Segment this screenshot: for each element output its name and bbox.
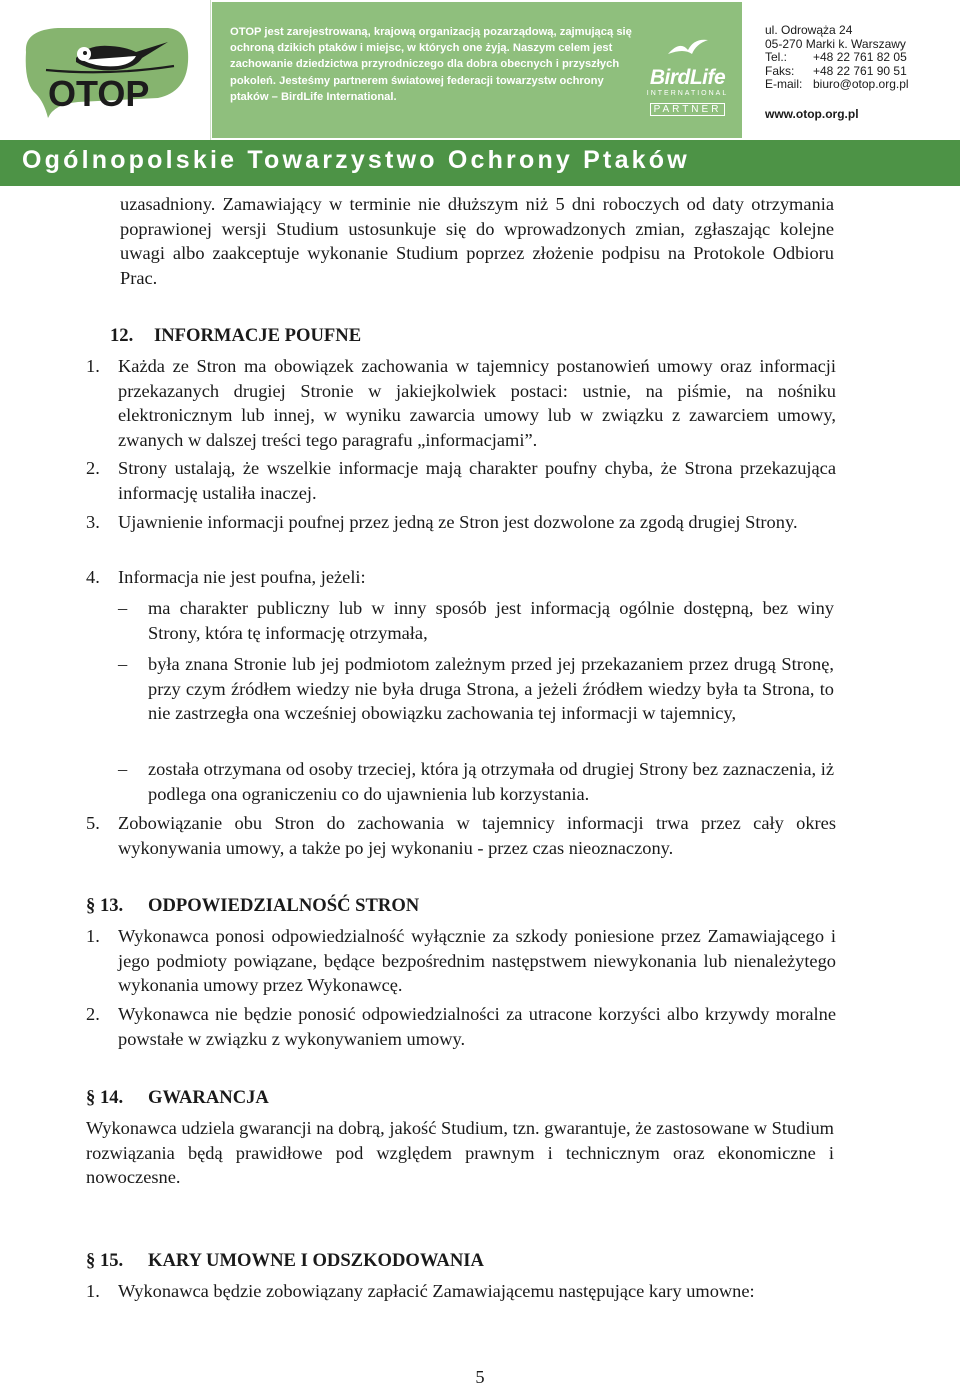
email-label: E-mail: — [765, 77, 803, 92]
birdlife-partner-label: PARTNER — [650, 103, 726, 116]
list-item-number: 2. — [86, 1004, 100, 1024]
fax-value: +48 22 761 90 51 — [813, 63, 907, 78]
list-item-number: 4. — [86, 567, 100, 587]
website-link[interactable]: www.otop.org.pl — [765, 107, 859, 121]
intro-paragraph: uzasadniony. Zamawiający w terminie nie dłuższym niż 5 dni roboczych od daty otrzymania poprawionej wersji Studium ustosunkuje się do wprowadzonych zmian, zgłaszając kolejne uwagi albo zaakceptuje wykonanie Studium poprzez złożenie podpisu na Protokole Odbioru Prac. — [120, 194, 834, 288]
list-item-text: Wykonawca będzie zobowiązany zapłacić Zamawiającemu następujące kary umowne: — [118, 1281, 755, 1301]
list-item-text: Wykonawca ponosi odpowiedzialność wyłącznie za szkody poniesione przez Zamawiającego i jego podmioty powiązane, będące bezpośrednim następstwem niewykonania lub nienależytego wykonania umowy przez Wykonawcę. — [118, 926, 836, 996]
tel-value: +48 22 761 82 05 — [813, 50, 907, 65]
list-item-number: 3. — [86, 512, 100, 532]
section-14-heading — [86, 1086, 269, 1111]
letterhead — [0, 0, 960, 186]
flying-bird-icon — [666, 36, 710, 62]
list-item-text: Strony ustalają, że wszelkie informacje mają charakter poufny chyba, że Strona przekazująca informację ustaliła inaczej. — [118, 458, 836, 503]
dash-list-text: została otrzymana od osoby trzeciej, która ją otrzymała od drugiej Strony bez zaznaczenia, iż podlega ona ograniczeniu co do ujawnienia lub korzystania. — [148, 759, 834, 804]
logo-text: OTOP — [48, 73, 150, 114]
email-value: biuro@otop.org.pl — [813, 77, 909, 92]
list-item-text: Wykonawca nie będzie ponosić odpowiedzialności za utracone korzyści albo krzywdy moralne powstałe w związku z wykonywaniem umowy. — [118, 1004, 836, 1049]
section-12-title: INFORMACJE POUFNE — [154, 325, 362, 346]
dash-bullet-icon: – — [118, 654, 128, 674]
birdlife-name: BirdLife — [649, 66, 726, 89]
organization-info-panel — [212, 2, 742, 138]
section-13-heading — [86, 894, 419, 919]
contact-panel — [744, 0, 960, 140]
section-14-paragraph: Wykonawca udziela gwarancji na dobrą, jakość Studium, tzn. gwarantuje, że zastosowane w Studium rozwiązania będą prawidłowe pod względem prawnym i technicznym oraz ekonomiczne i nowoczesne. — [86, 1118, 834, 1188]
tel-label: Tel.: — [765, 50, 788, 65]
section-12-heading — [86, 324, 361, 349]
birdlife-international: INTERNATIONAL — [646, 90, 729, 97]
section-12-number: 12. — [110, 325, 134, 346]
organization-description: OTOP jest zarejestrowaną, krajową organizacją pozarządową, zajmującą się ochroną dzikich ptaków i miejsc, w których one żyją. Naszym celem jest zachowanie dziedzictwa przyrodniczego dla dobra obecnych i przyszłych pokoleń. Jesteśmy partnerem światowej federacji towarzystw ochrony ptaków – BirdLife International. — [230, 26, 632, 103]
list-item-number: 2. — [86, 458, 100, 478]
list-item-number: 1. — [86, 926, 100, 946]
dash-list-text: była znana Stronie lub jej podmiotom zależnym przed jej przekazaniem przez drugą Stronę, przy czym źródłem wiedzy nie była druga Strona, a jeżeli źródłem wiedzy była ta Strona, to nie zastrzegła ona wcześniej obowiązku zachowania tej informacji w tajemnicy, — [148, 654, 834, 724]
address-line-1: ul. Odrowąża 24 — [765, 23, 853, 37]
list-item-number: 1. — [86, 1281, 100, 1301]
section-15-title: KARY UMOWNE I ODSZKODOWANIA — [148, 1250, 484, 1271]
organization-name: Ogólnopolskie Towarzystwo Ochrony Ptaków — [22, 146, 690, 174]
list-item-number: 5. — [86, 813, 100, 833]
dash-list-text: ma charakter publiczny lub w inny sposób jest informacją ogólnie dostępną, bez winy Strony, która tę informację otrzymała, — [148, 598, 834, 643]
address-line-2: 05-270 Marki k. Warszawy — [765, 36, 906, 51]
list-item-text: Każda ze Stron ma obowiązek zachowania w tajemnicy postanowień umowy oraz informacji przekazanych drugiej Stronie w jakiejkolwiek postaci: ustnie, na piśmie, na nośniku elektronicznym lub innej, w wyniku zawarcia umowy lub w związku z zawarciem umowy, zwanych w dalszej treści tego paragrafu „informacjami”. — [118, 356, 836, 450]
fax-label: Faks: — [765, 63, 795, 78]
list-item-text: Ujawnienie informacji poufnej przez jedną ze Stron jest dozwolone za zgodą drugiej Strony. — [118, 512, 798, 532]
organization-banner — [0, 140, 960, 186]
section-13-title: ODPOWIEDZIALNOŚĆ STRON — [148, 895, 420, 916]
section-14-title: GWARANCJA — [148, 1087, 269, 1108]
section-13-number: § 13. — [86, 895, 124, 916]
otop-logo — [0, 0, 211, 140]
birdlife-partner-logo — [640, 36, 735, 117]
section-14-number: § 14. — [86, 1087, 124, 1108]
page-number: 5 — [475, 1367, 485, 1387]
list-item-number: 1. — [86, 356, 100, 376]
section-15-heading — [86, 1249, 484, 1274]
section-15-number: § 15. — [86, 1250, 124, 1271]
dash-bullet-icon: – — [118, 759, 128, 779]
list-item-text: Informacja nie jest poufna, jeżeli: — [118, 567, 366, 587]
otop-bird-logo-icon — [18, 22, 193, 122]
dash-bullet-icon: – — [118, 598, 128, 618]
list-item-text: Zobowiązanie obu Stron do zachowania w tajemnicy informacji trwa przez cały okres wykonywania umowy, a także po jej wykonaniu - przez czas nieoznaczony. — [118, 813, 836, 858]
